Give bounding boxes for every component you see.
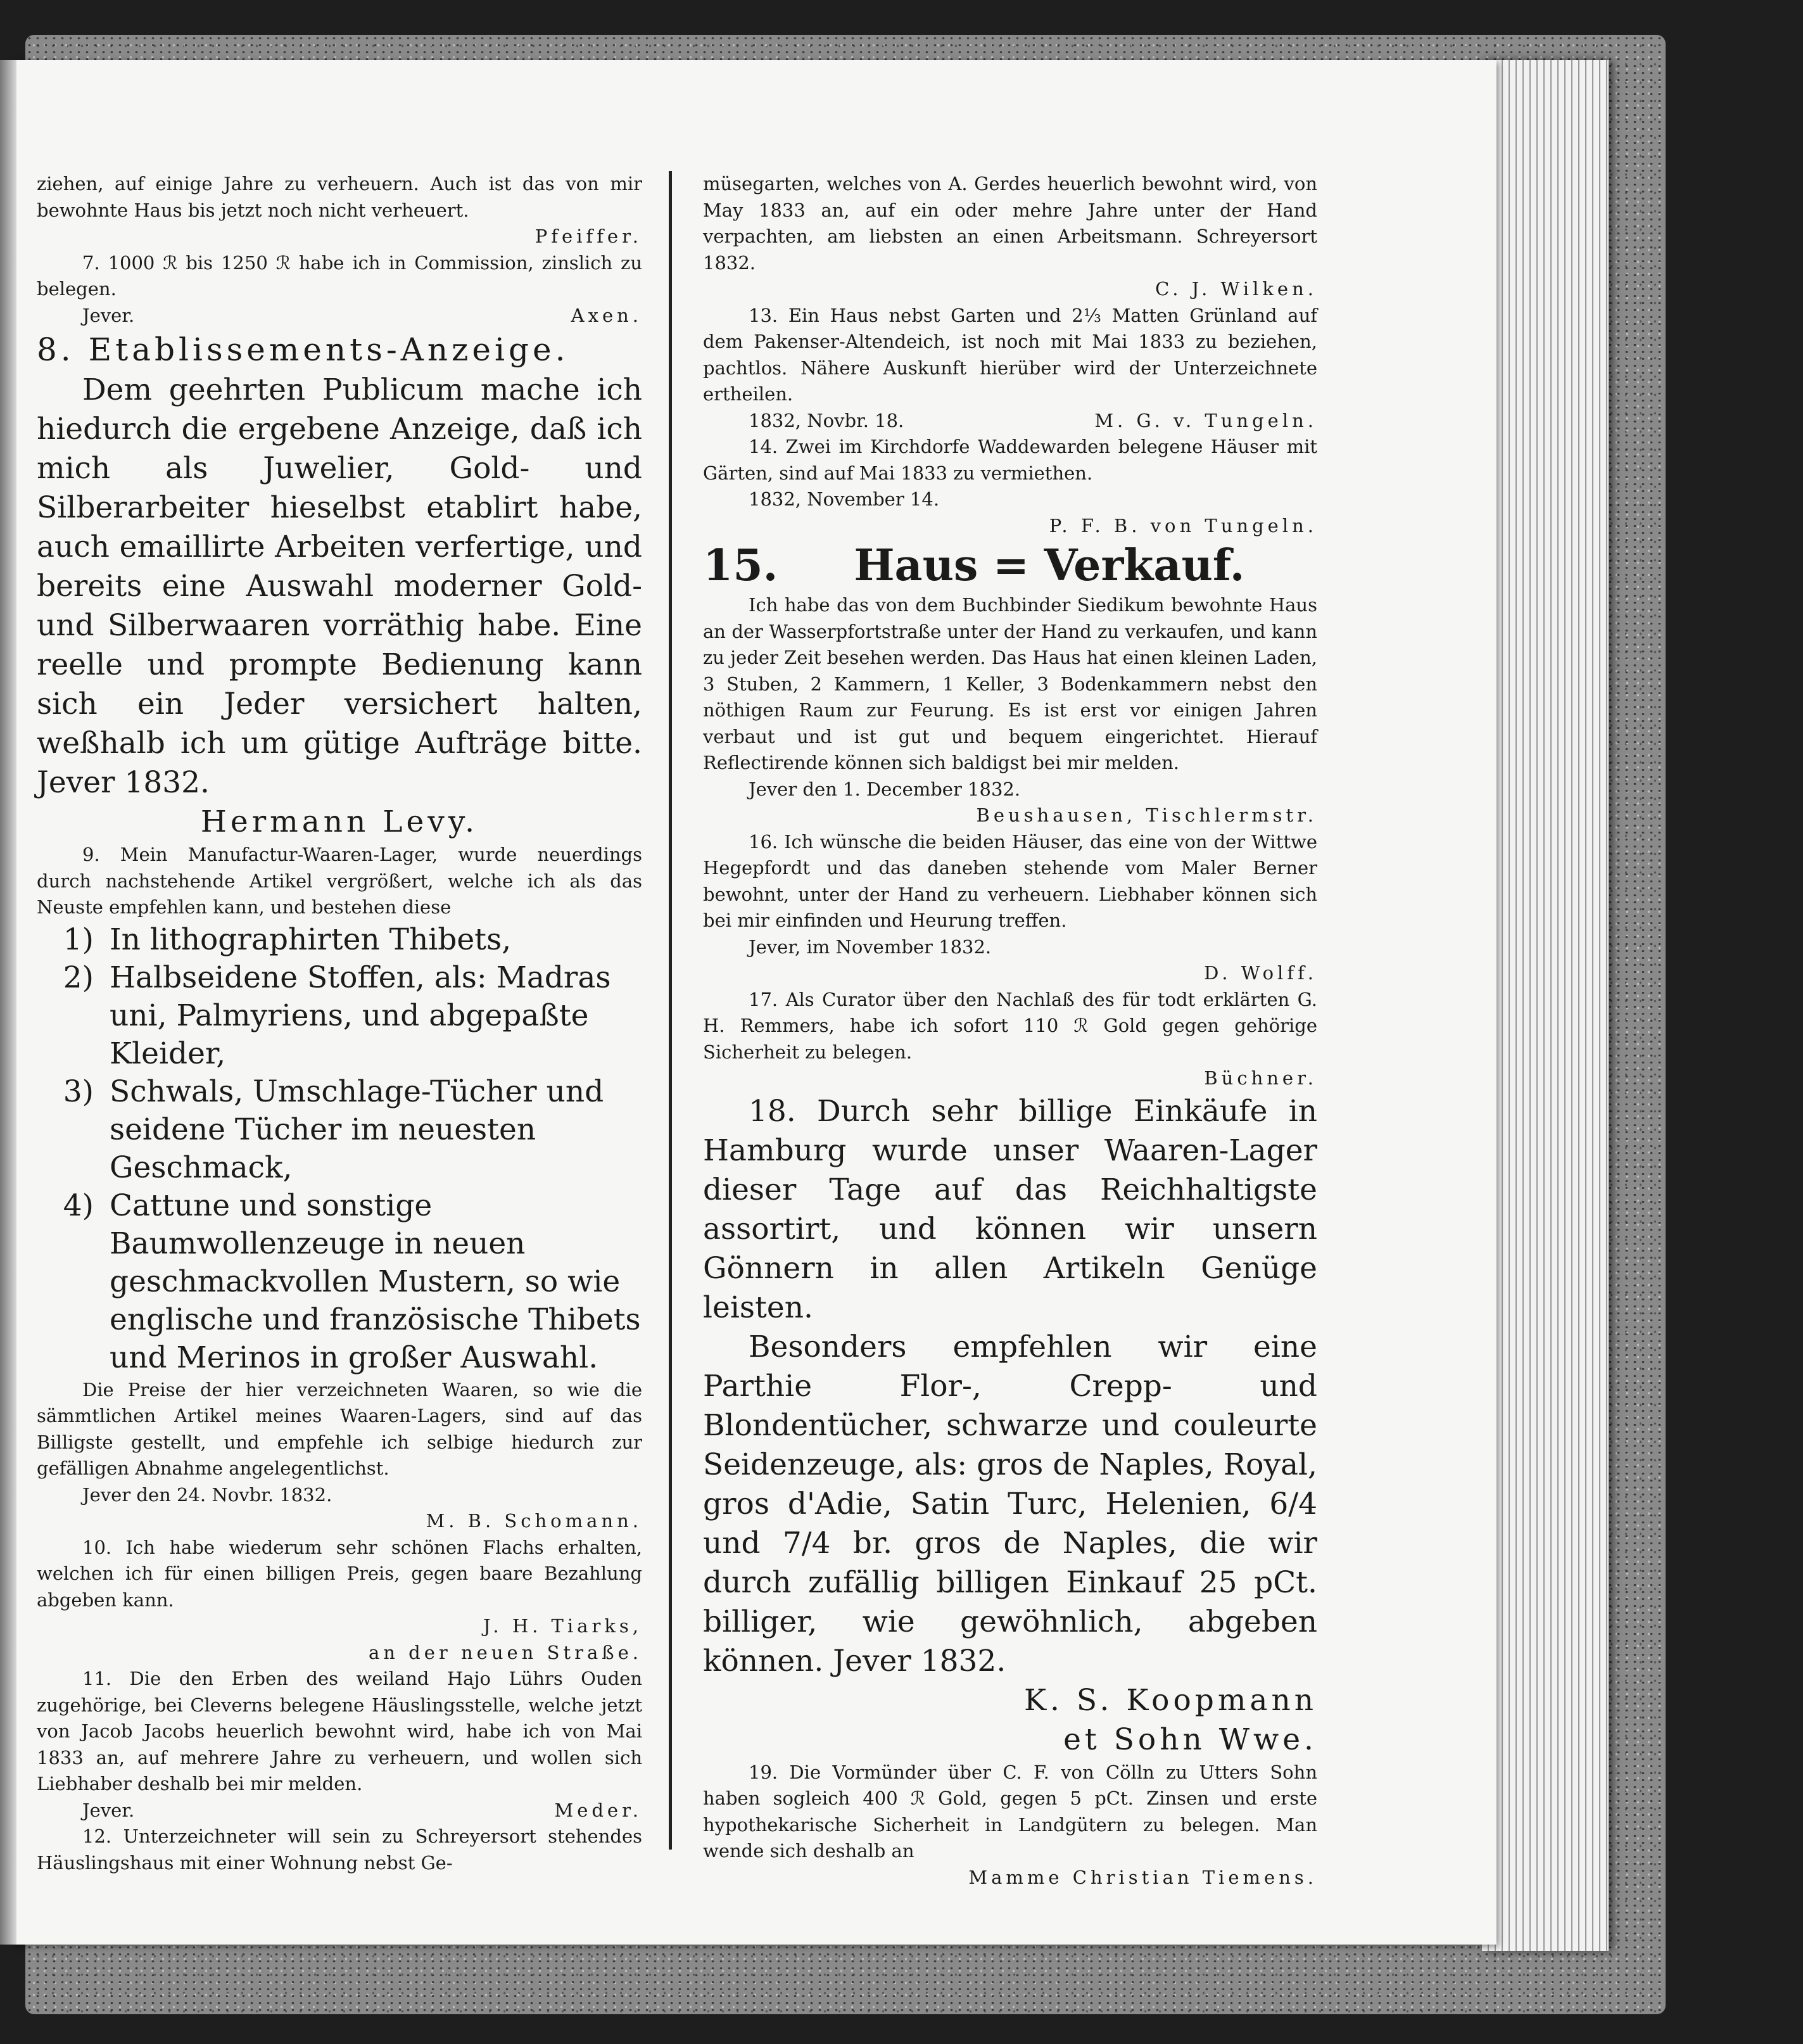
place-signature-line: [37, 303, 642, 329]
list-text: In lithographirten Thibets,: [110, 922, 512, 957]
notice-signature: Axen.: [571, 304, 642, 326]
notice-paragraph: Die Preise der hier verzeichneten Waaren, so wie die sämmtlichen Artikel meines Waaren-Lagers, sind auf das Billigste gestellt, und empfehle ich selbige hiedurch zur gefälligen Abnahme angelegentlichst.: [37, 1378, 642, 1479]
notice-signature: Pfeiffer.: [535, 225, 642, 247]
list-item: [37, 921, 642, 959]
notice-paragraph: 1832, November 14.: [749, 488, 940, 510]
notice-signature: Büchner.: [1204, 1067, 1317, 1089]
section-title: Haus = Verkauf.: [854, 540, 1245, 591]
place-date: Jever.: [82, 1799, 135, 1821]
place-date: 1832, Novbr. 18.: [749, 409, 904, 431]
list-text: Halbseidene Stoffen, als: Madras uni, Palmyriens, und abgepaßte Kleider,: [110, 960, 611, 1071]
list-item: [37, 1187, 642, 1377]
notice-paragraph: 11. Die den Erben des weiland Hajo Lührs Ouden zugehörige, bei Cleverns belegene Häuslingsstelle, welche jetzt von Jacob Jacobs heuerlich bewohnt wird, habe ich von Mai 1833 an, auf mehrere Jahre zu verheuern, und wollen sich Liebhaber deshalb bei mir melden.: [37, 1668, 642, 1794]
right-column: [703, 171, 1317, 1891]
notice-paragraph: 16. Ich wünsche die beiden Häuser, das eine von der Wittwe Hegepfordt und das daneben stehende vom Maler Berner bewohnt, unter der Hand zu verheuern. Liebhaber können sich bei mir einfinden und Heurung treffen.: [703, 830, 1317, 931]
notice-paragraph: ziehen, auf einige Jahre zu verheuern. Auch ist das von mir bewohnte Haus bis jetzt noch nicht verheuert.: [37, 173, 642, 221]
announcement-paragraph: Besonders empfehlen wir eine Parthie Flor-, Crepp- und Blondentücher, schwarze und couleurte Seidenzeuge, als: gros de Naples, Royal, gros d'Adie, Satin Turc, Helenien, 6/4 und 7/4 br. gros de Naples, die wir durch zufällig billigen Einkauf 25 pCt. billiger, wie gewöhnlich, abgeben können. Jever 1832.: [703, 1329, 1317, 1679]
section-heading: [703, 539, 1317, 592]
notice-signature: M. B. Schomann.: [426, 1510, 642, 1532]
notice-signature: Beushausen, Tischlermstr.: [976, 804, 1317, 826]
section-number: 15.: [703, 540, 778, 591]
notice-paragraph: 19. Die Vormünder über C. F. von Cölln zu Utters Sohn haben sogleich 400 ℛ Gold, gegen 5 pCt. Zinsen und erste hypothekarische Sicherheit in Landgütern zu belegen. Man wende sich deshalb an: [703, 1761, 1317, 1862]
left-column: [37, 171, 642, 1876]
notice-signature: C. J. Wilken.: [1155, 278, 1317, 300]
notice-paragraph: Jever den 1. December 1832.: [749, 778, 1021, 800]
list-text: Cattune und sonstige Baumwollenzeuge in neuen geschmackvollen Mustern, so wie englische und französische Thibets und Merinos in großer Auswahl.: [110, 1188, 641, 1375]
section-heading: 8. Etablissements-Anzeige.: [37, 331, 569, 368]
list-item: [37, 959, 642, 1073]
notice-paragraph: müsegarten, welches von A. Gerdes heuerlich bewohnt wird, von May 1833 an, auf ein oder mehre Jahre unter der Hand verpachten, am liebsten an einen Arbeitsmann. Schreyersort 1832.: [703, 173, 1317, 274]
list-number: 4): [63, 1188, 94, 1223]
list-item: [37, 1073, 642, 1187]
notice-paragraph: 13. Ein Haus nebst Garten und 2⅓ Matten Grünland auf dem Pakenser-Altendeich, ist noch mit Mai 1833 zu beziehen, pachtlos. Nähere Auskunft hierüber wird der Unterzeichnete ertheilen.: [703, 304, 1317, 405]
left-page-fold: [0, 60, 16, 1945]
announcement-signature: et Sohn Wwe.: [1063, 1722, 1317, 1757]
notice-paragraph: Jever den 24. Novbr. 1832.: [82, 1483, 332, 1506]
page-edges: [1482, 60, 1609, 1951]
notice-paragraph: 17. Als Curator über den Nachlaß des für todt erklärten G. H. Remmers, habe ich sofort 110 ℛ Gold gegen gehörige Sicherheit zu belegen.: [703, 988, 1317, 1063]
announcement-signature: K. S. Koopmann: [1023, 1682, 1317, 1718]
notice-paragraph: 7. 1000 ℛ bis 1250 ℛ habe ich in Commission, zinslich zu belegen.: [37, 251, 642, 300]
notice-signature: M. G. v. Tungeln.: [1094, 409, 1317, 431]
notice-signature: Mamme Christian Tiemens.: [968, 1866, 1317, 1888]
notice-signature: D. Wolff.: [1204, 962, 1317, 984]
notice-signature: J. H. Tiarks,: [483, 1615, 642, 1637]
notice-paragraph: 9. Mein Manufactur-Waaren-Lager, wurde neuerdings durch nachstehende Artikel vergrößert, welche ich als das Neuste empfehlen kann, und bestehen diese: [37, 844, 642, 918]
list-number: 1): [63, 922, 94, 957]
notice-paragraph: Ich habe das von dem Buchbinder Siedikum bewohnte Haus an der Wasserpfortstraße unter der Hand zu verkaufen, und kann zu jeder Zeit besehen werden. Das Haus hat einen kleinen Laden, 3 Stuben, 2 Kammern, 1 Keller, 3 Bodenkammern nebst den nöthigen Raum zur Feurung. Es ist erst vor einigen Jahren verbaut und ist gut und bequem eingerichtet. Hierauf Reflectirende können sich baldigst bei mir melden.: [703, 594, 1317, 773]
notice-signature: an der neuen Straße.: [369, 1641, 642, 1663]
notice-paragraph: Jever, im November 1832.: [749, 936, 992, 958]
column-rule: [669, 171, 672, 1850]
notice-signature: P. F. B. von Tungeln.: [1049, 514, 1317, 536]
list-text: Schwals, Umschlage-Tücher und seidene Tücher im neuesten Geschmack,: [110, 1074, 604, 1185]
place-signature-line: [703, 408, 1317, 435]
list-number: 2): [63, 960, 94, 995]
place-date: Jever.: [82, 304, 135, 326]
announcement-signature: Hermann Levy.: [200, 804, 479, 839]
notice-paragraph: 10. Ich habe wiederum sehr schönen Flachs erhalten, welchen ich für einen billigen Preis, gegen baare Bezahlung abgeben kann.: [37, 1536, 642, 1611]
place-signature-line: [37, 1798, 642, 1824]
list-number: 3): [63, 1074, 94, 1109]
announcement-paragraph: 18. Durch sehr billige Einkäufe in Hamburg wurde unser Waaren-Lager dieser Tage auf das Reichhaltigste assortirt, und können wir unsern Gönnern in allen Artikeln Genüge leisten.: [703, 1093, 1317, 1325]
notice-paragraph: 12. Unterzeichneter will sein zu Schreyersort stehendes Häuslingshaus mit einer Wohnung nebst Ge-: [37, 1825, 642, 1874]
notice-signature: Meder.: [554, 1799, 642, 1821]
announcement-paragraph: Dem geehrten Publicum mache ich hiedurch die ergebene Anzeige, daß ich mich als Juwelier, Gold- und Silberarbeiter hieselbst etablirt habe, auch emaillirte Arbeiten verfertige, und bereits eine Auswahl moderner Gold- und Silberwaaren vorräthig habe. Eine reelle und prompte Bedienung kann sich ein Jeder versichert halten, weßhalb ich um gütige Aufträge bitte. Jever 1832.: [37, 372, 642, 800]
notice-paragraph: 14. Zwei im Kirchdorfe Waddewarden belegene Häuser mit Gärten, sind auf Mai 1833 zu vermiethen.: [703, 436, 1317, 484]
